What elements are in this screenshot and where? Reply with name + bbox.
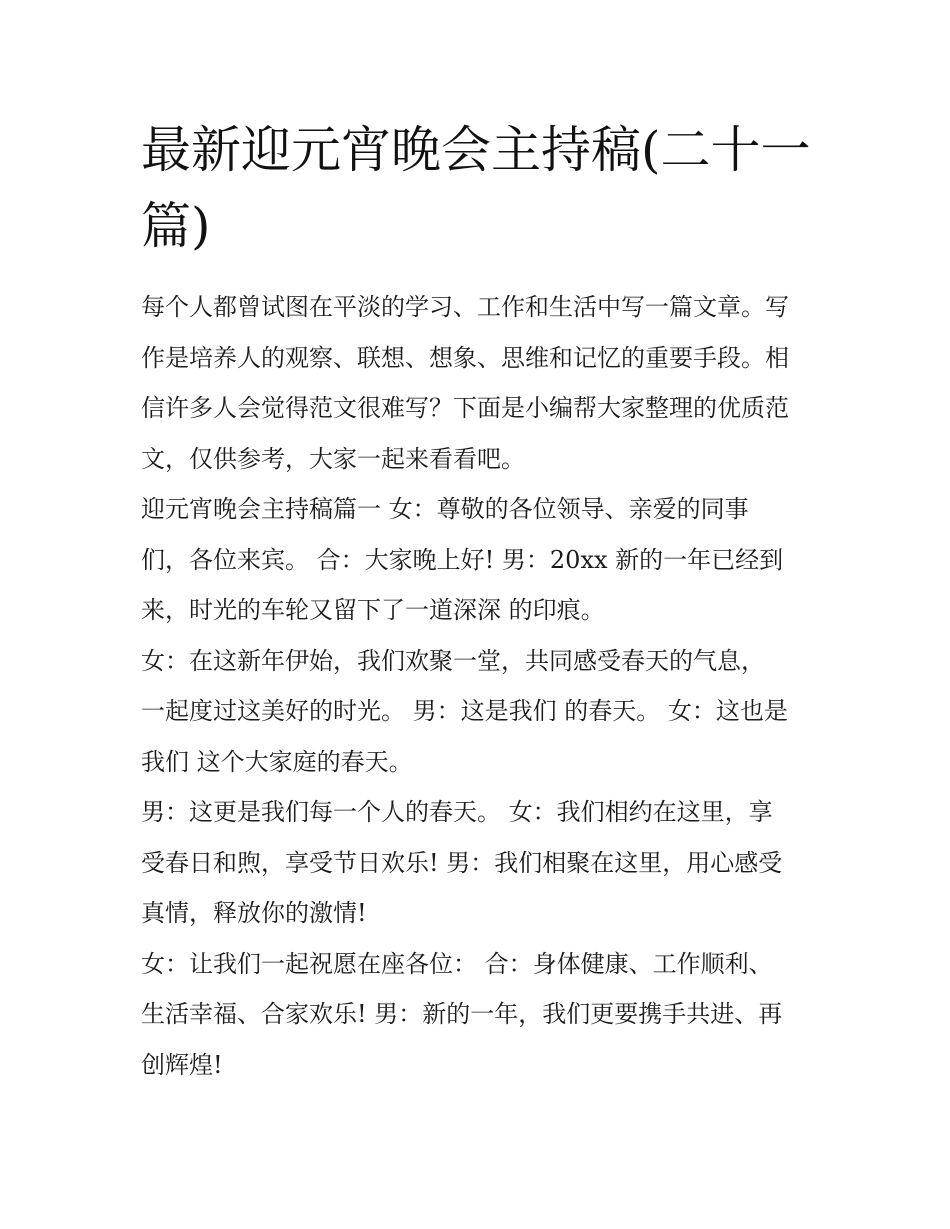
text-line: 生活幸福、合家欢乐! 男：新的一年，我们更要携手共进、再 [141,1000,783,1028]
text-line: 迎元宵晚会主持稿篇一 女：尊敬的各位领导、亲爱的同事 [141,495,749,523]
document-content [141,112,811,1090]
script-paragraph-1 [141,484,811,636]
text-line: 男：这更是我们每一个人的春天。 女：我们相约在这里，享 [141,798,773,826]
text-line: 每个人都曾试图在平淡的学习、工作和生活中写一篇文章。写 [141,293,789,321]
text-line: 一起度过这美好的时光。 男：这是我们 的春天。 女：这也是 [141,697,788,725]
text-line: 来，时光的车轮又留下了一道深深 的印痕。 [141,596,605,624]
script-paragraph-3 [141,787,811,939]
text-line: 女：让我们一起祝愿在座各位： 合：身体健康、工作顺利、 [141,949,773,978]
text-line: 作是培养人的观察、联想、想象、思维和记忆的重要手段。相 [141,343,789,372]
text-line: 创辉煌! [141,1050,223,1079]
text-line: 信许多人会觉得范文很难写？下面是小编帮大家整理的优质范 [141,394,789,422]
title-line-1: 最新迎元宵晚会主持稿(二十一 [141,121,811,179]
title-line-2: 篇) [141,197,211,255]
text-line: 受春日和煦，享受节日欢乐! 男：我们相聚在这里，用心感受 [141,848,783,877]
text-line: 女：在这新年伊始，我们欢聚一堂，共同感受春天的气息， [141,646,765,675]
text-line: 文，仅供参考，大家一起来看看吧。 [141,444,525,473]
text-line: 们，各位来宾。 合：大家晚上好! 男：20xx 新的一年已经到 [141,545,784,574]
page-title [141,112,811,264]
script-paragraph-2 [141,636,811,788]
intro-paragraph [141,282,811,484]
script-paragraph-4 [141,939,811,1091]
text-line: 真情，释放你的激情! [141,899,367,927]
text-line: 我们 这个大家庭的春天。 [141,747,413,776]
